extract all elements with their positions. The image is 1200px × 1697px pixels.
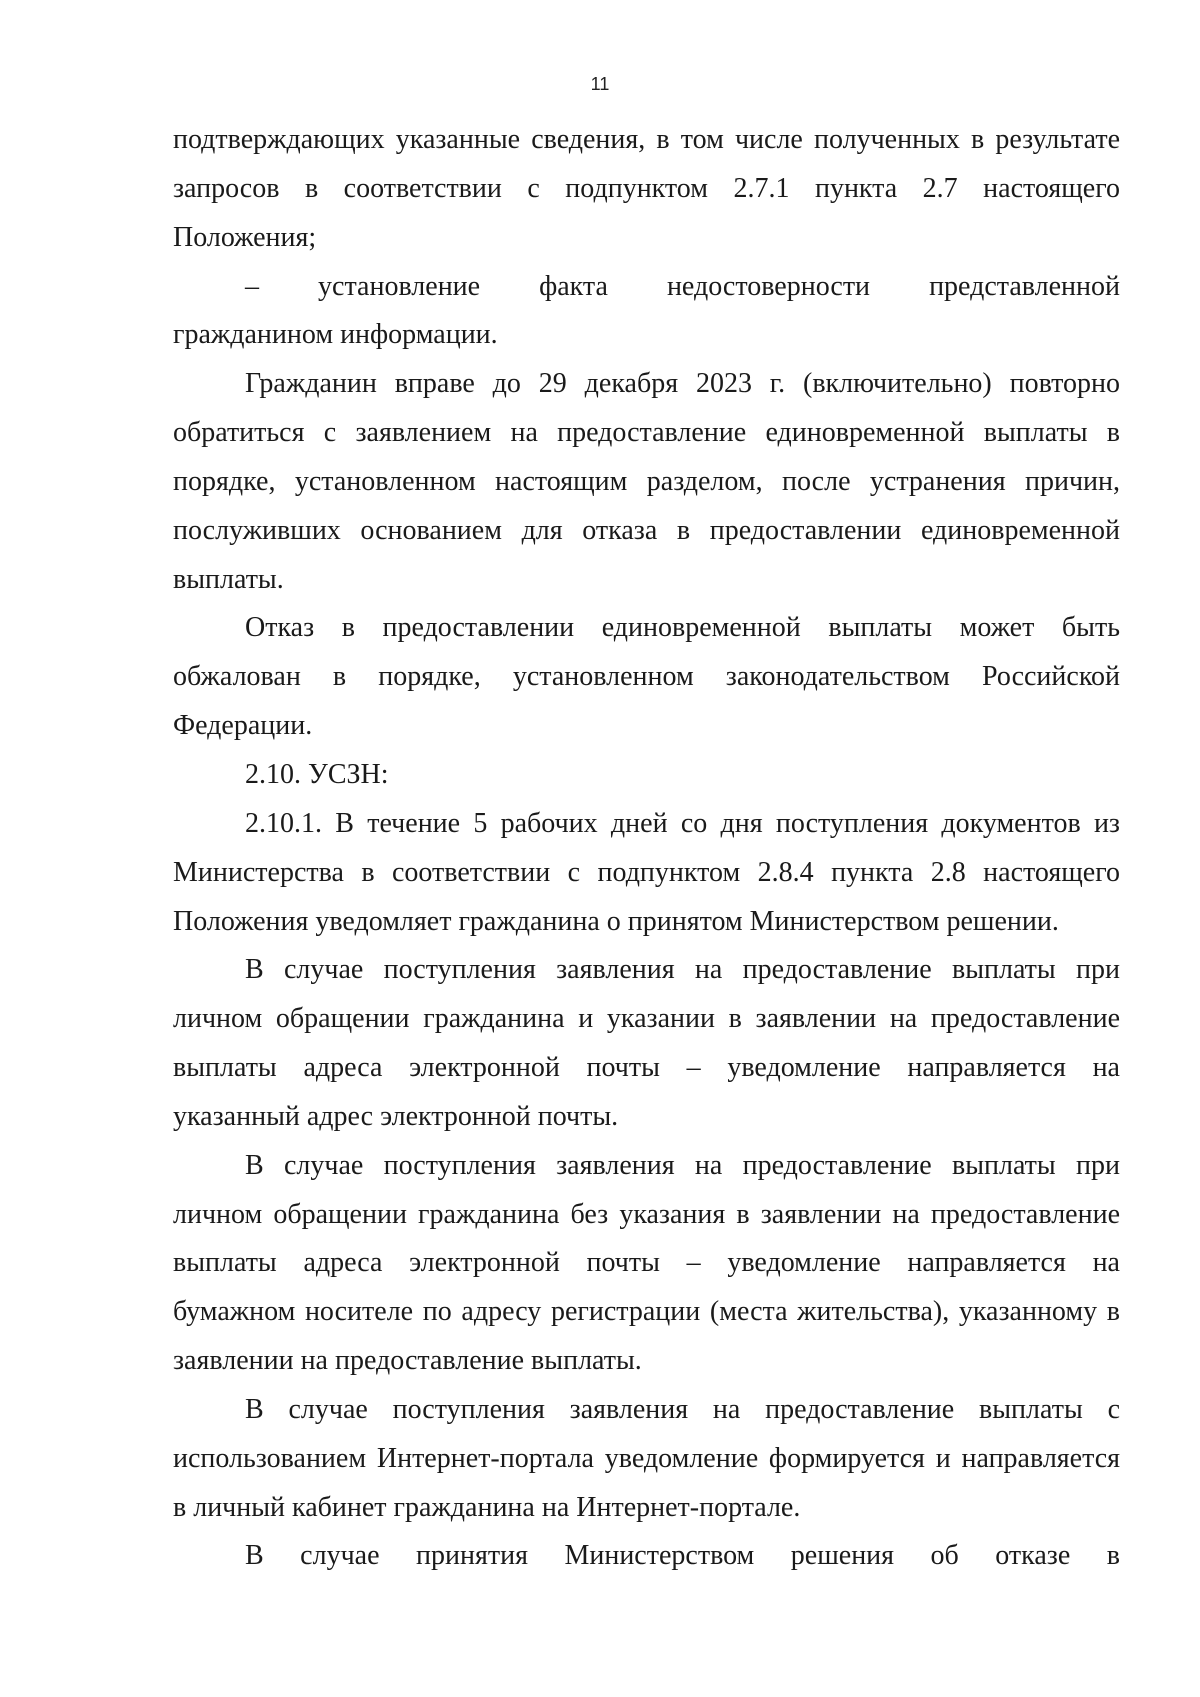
text-line: выплаты адреса электронной почты – уведомление направляется на [173, 1247, 1120, 1279]
text-line: Министерства в соответствии с подпунктом 2.8.4 пункта 2.8 настоящего [173, 856, 1120, 888]
text-line: подтверждающих указанные сведения, в том числе полученных в результате [173, 124, 1120, 155]
text-line: Гражданин вправе до 29 декабря 2023 г. (включительно) повторно [245, 368, 1120, 400]
text-line: запросов в соответствии с подпунктом 2.7.1 пункта 2.7 настоящего [173, 172, 1120, 204]
text-line: бумажном носителе по адресу регистрации (места жительства), указанному в [173, 1296, 1120, 1328]
text-line: – установление факта недостоверности представленной [245, 270, 1120, 302]
text-line: Отказ в предоставлении единовременной выплаты может быть [245, 612, 1120, 644]
text-line: порядке, установленном настоящим разделом, после устранения причин, [173, 465, 1120, 497]
text-line: выплаты адреса электронной почты – уведомление направляется на [173, 1052, 1120, 1084]
text-line: личном обращении гражданина и указании в заявлении на предоставление [173, 1003, 1120, 1035]
text-line: 2.10. УСЗН: [245, 758, 389, 790]
text-line: В случае поступления заявления на предоставление выплаты при [245, 1149, 1120, 1181]
text-line: обратиться с заявлением на предоставление единовременной выплаты в [173, 417, 1120, 449]
text-line: Федерации. [173, 710, 313, 742]
text-line: заявлении на предоставление выплаты. [173, 1345, 642, 1377]
text-line: послуживших основанием для отказа в предоставлении единовременной [173, 514, 1120, 546]
page-number: 11 [590, 74, 610, 94]
text-line: указанный адрес электронной почты. [173, 1100, 619, 1132]
text-line: В случае поступления заявления на предоставление выплаты при [245, 954, 1120, 986]
text-line: в личный кабинет гражданина на Интернет-портале. [173, 1491, 801, 1523]
text-line: личном обращении гражданина без указания в заявлении на предоставление [173, 1198, 1120, 1230]
text-line: В случае принятия Министерством решения об отказе в [245, 1540, 1120, 1572]
text-line: В случае поступления заявления на предоставление выплаты с [245, 1393, 1120, 1425]
document-body [173, 116, 1120, 1581]
text-line: использованием Интернет-портала уведомление формируется и направляется [173, 1442, 1120, 1474]
text-line: гражданином информации. [173, 319, 498, 351]
text-line: Положения уведомляет гражданина о принятом Министерством решении. [173, 905, 1059, 937]
text-line: Положения; [173, 221, 317, 253]
text-line: обжалован в порядке, установленном законодательством Российской [173, 661, 1120, 693]
text-line: 2.10.1. В течение 5 рабочих дней со дня поступления документов из [245, 807, 1120, 839]
text-line: выплаты. [173, 563, 284, 595]
